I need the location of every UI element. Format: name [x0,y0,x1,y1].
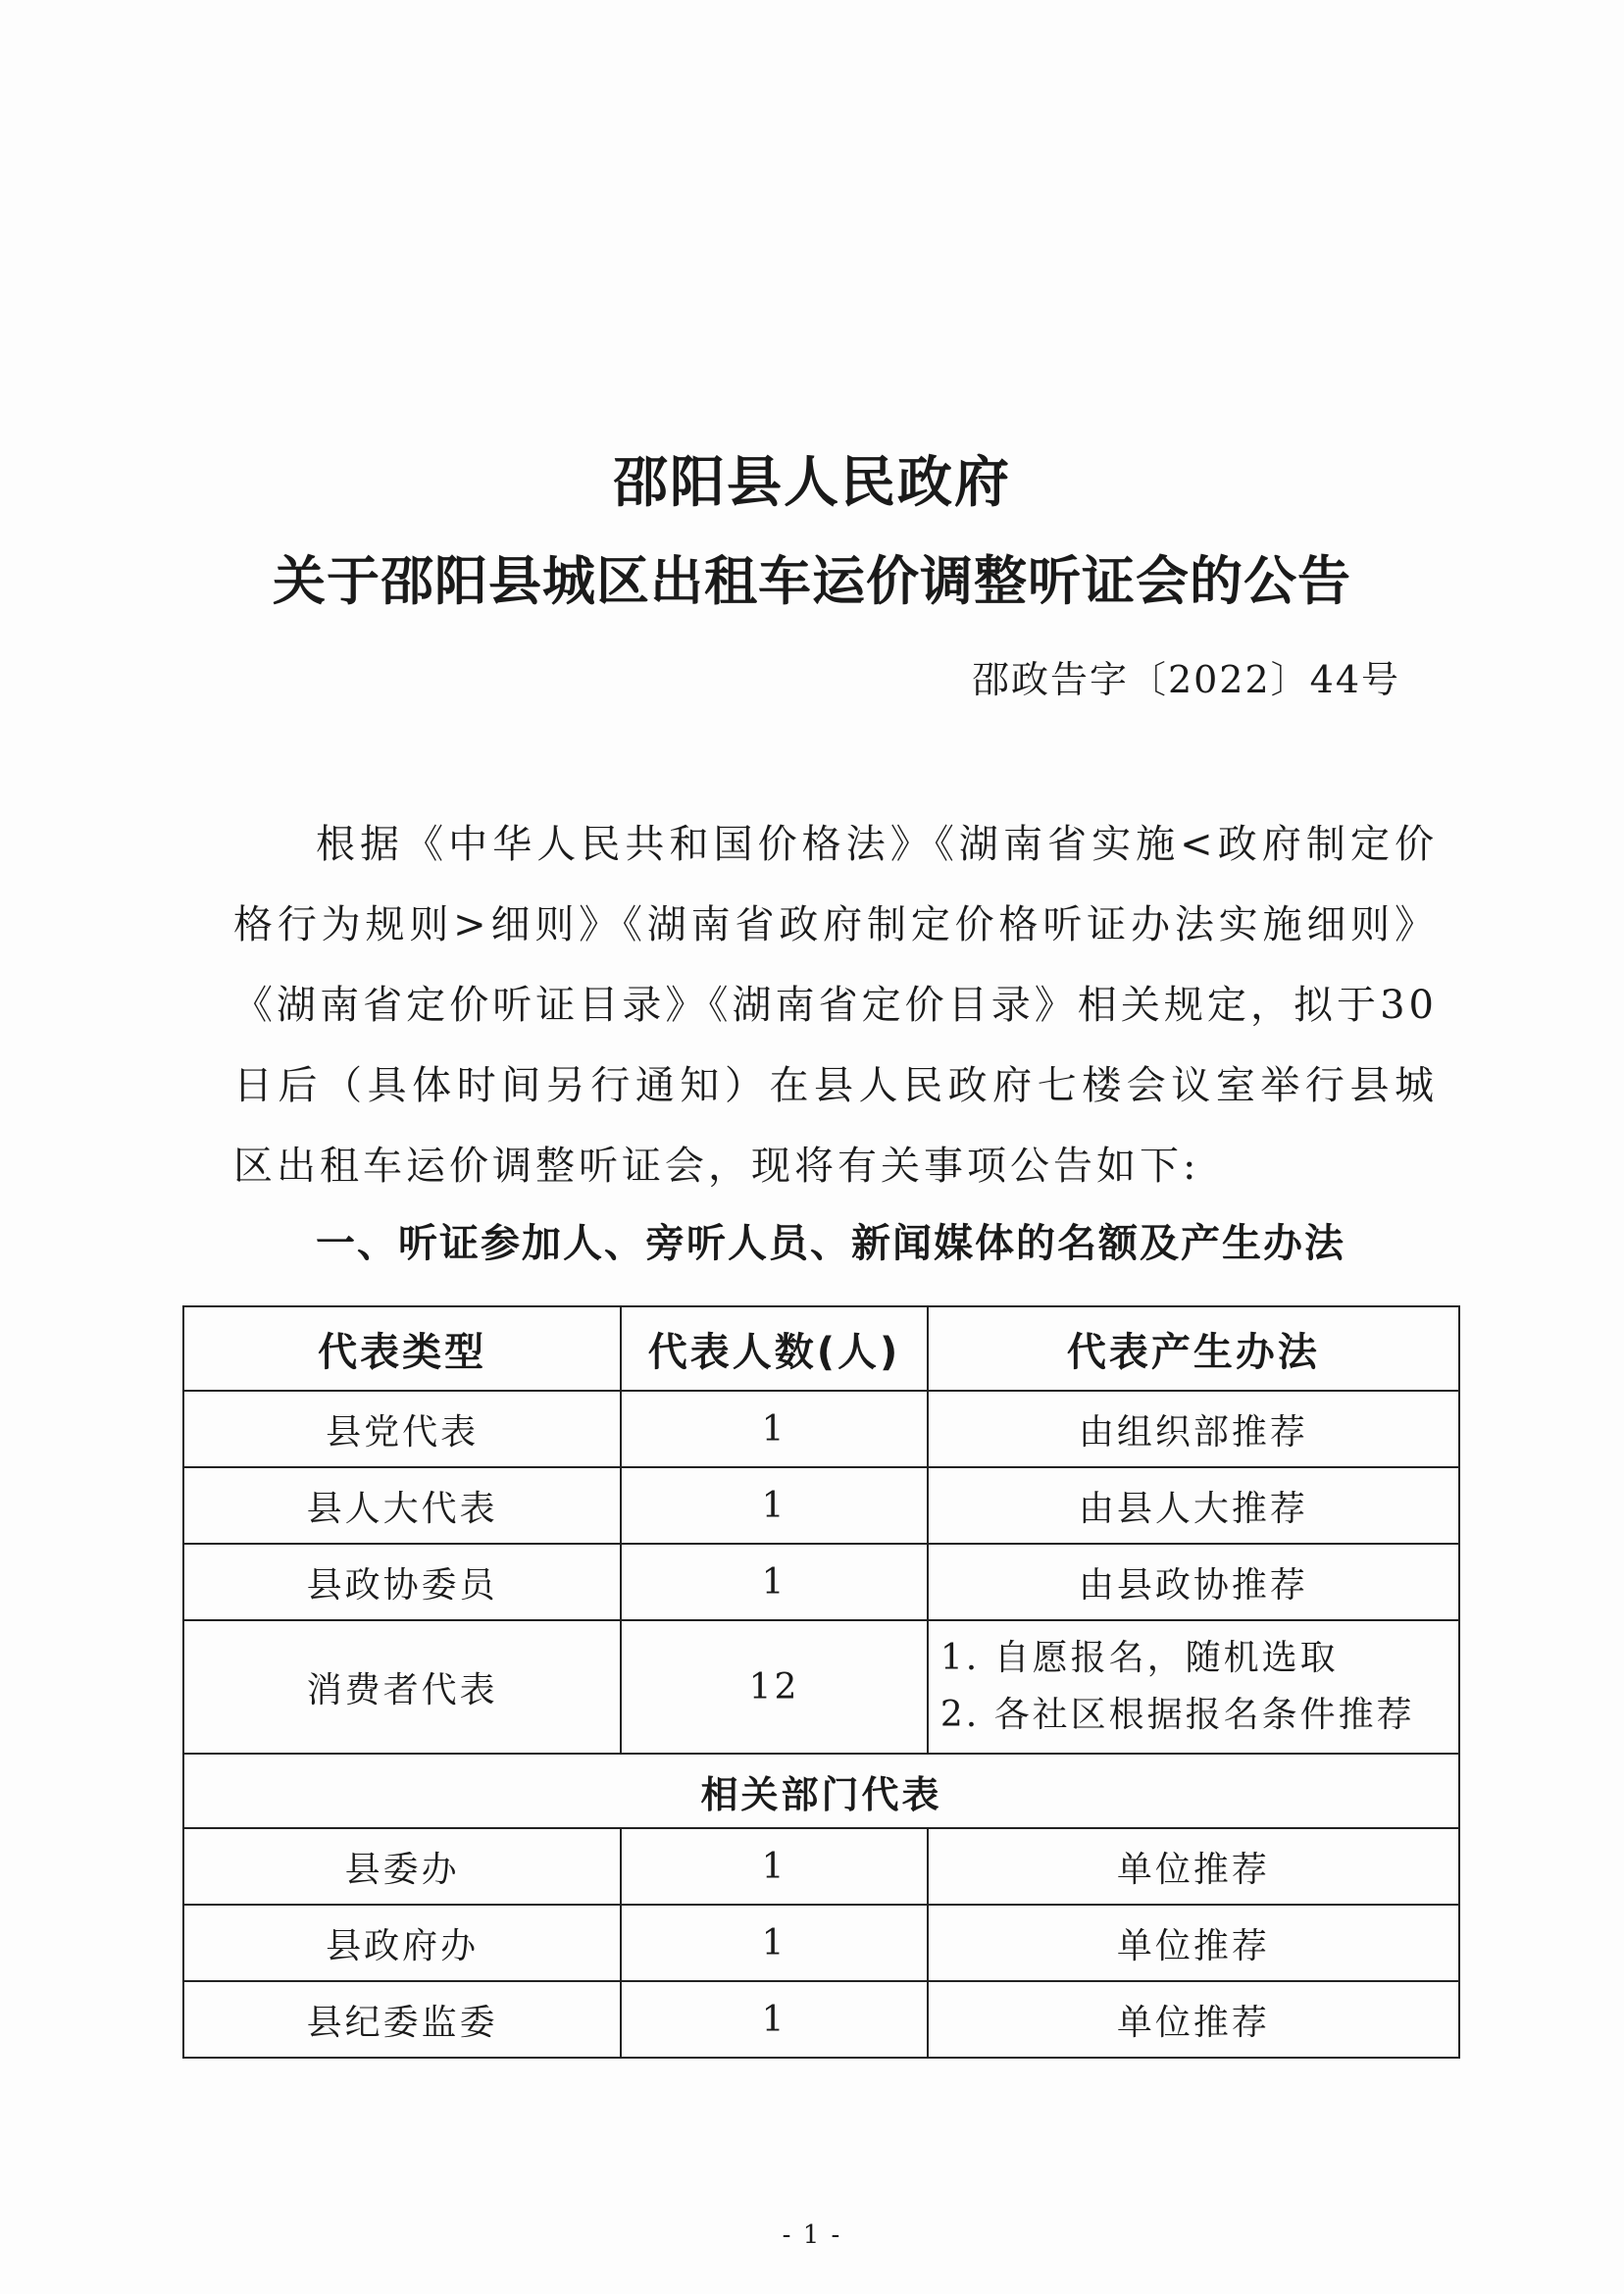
cell-type: 县党代表 [183,1391,621,1467]
table-subheading-row [183,1754,1459,1828]
table-row [183,1981,1459,2058]
cell-count: 1 [621,1391,928,1467]
cell-count: 1 [621,1828,928,1905]
method-list [929,1630,1458,1744]
method-line: 2. 各社区根据报名条件推荐 [939,1695,1415,1735]
table-row [183,1620,1459,1754]
table-row [183,1544,1459,1620]
cell-method: 由组织部推荐 [928,1391,1459,1467]
cell-count: 12 [621,1620,928,1754]
table-row [183,1905,1459,1981]
cell-method: 单位推荐 [928,1828,1459,1905]
cell-count: 1 [621,1467,928,1544]
cell-type: 县政协委员 [183,1544,621,1620]
subheading-cell: 相关部门代表 [183,1754,1459,1828]
cell-count: 1 [621,1981,928,2058]
cell-method: 单位推荐 [928,1981,1459,2058]
cell-count: 1 [621,1544,928,1620]
document-title-line1: 邵阳县人民政府 [613,450,1011,515]
table-row [183,1391,1459,1467]
header-cell-count: 代表人数(人) [621,1306,928,1391]
cell-type: 县人大代表 [183,1467,621,1544]
cell-method: 由县政协推荐 [928,1544,1459,1620]
cell-method [928,1620,1459,1754]
document-title-line2: 关于邵阳县城区出租车运价调整听证会的公告 [273,549,1351,612]
cell-type: 消费者代表 [183,1620,621,1754]
section-heading: 一、听证参加人、旁听人员、新闻媒体的名额及产生办法 [316,1221,1345,1266]
intro-paragraph: 根据《中华人民共和国价格法》《湖南省实施<政府制定价格行为规则>细则》《湖南省政府制定价格听证办法实施细则》《湖南省定价听证目录》《湖南省定价目录》相关规定，拟于30日后（具体时间另行通知）在县人民政府七楼会议室举行县城区出租车运价调整听证会，现将有关事项公告如下: [233,822,1438,1189]
table-header-row [183,1306,1459,1391]
cell-method: 由县人大推荐 [928,1467,1459,1544]
document-number: 邵政告字〔2022〕44号 [971,658,1400,701]
method-line: 1. 自愿报名，随机选取 [939,1638,1339,1678]
cell-type: 县纪委监委 [183,1981,621,2058]
cell-count: 1 [621,1905,928,1981]
cell-type: 县政府办 [183,1905,621,1981]
representatives-table [182,1305,1460,2059]
cell-type: 县委办 [183,1828,621,1905]
cell-method: 单位推荐 [928,1905,1459,1981]
page-number: - 1 - [782,2220,842,2250]
table-row [183,1467,1459,1544]
header-cell-type: 代表类型 [183,1306,621,1391]
header-cell-method: 代表产生办法 [928,1306,1459,1391]
table-row [183,1828,1459,1905]
